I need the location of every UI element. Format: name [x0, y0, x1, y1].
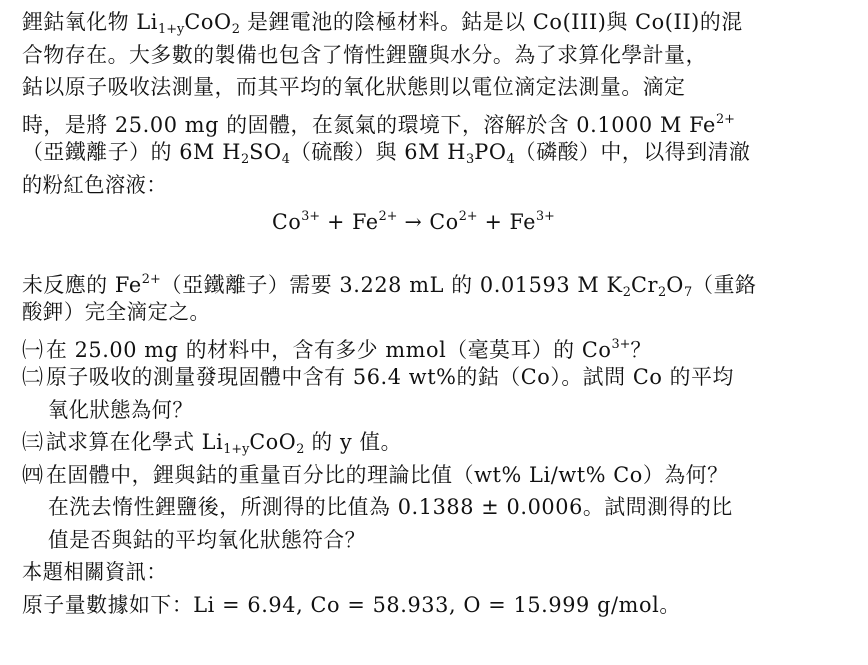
- intro-text-4: 時，是將 25.00 mg 的固體，在氮氣的環境下，溶解於含 0.1000 M $Fe^{2+}$: [22, 111, 735, 137]
- intro-line-4: [22, 104, 854, 137]
- question-2-continued: [22, 394, 854, 427]
- question-3: [22, 426, 854, 459]
- info-heading: [22, 556, 854, 589]
- question-text: 原子吸收的測量發現固體中含有 56.4 wt%的鈷（Co）。試問 Co 的平均: [46, 365, 734, 389]
- problem-document: [22, 6, 854, 621]
- titration-line-2: [22, 296, 854, 329]
- question-text: 試求算在化學式 $Li_{1+y}CoO_2$ 的 y 值。: [46, 430, 402, 457]
- question-4-continued-1: [22, 491, 854, 524]
- intro-text-6: 的粉紅色溶液：: [22, 172, 168, 197]
- question-text: 在洗去惰性鋰鹽後，所測得的比值為 0.1388 ± 0.0006。試問測得的比: [48, 495, 733, 519]
- intro-text-2: 合物存在。大多數的製備也包含了惰性鋰鹽與水分。為了求算化學計量，: [22, 42, 707, 67]
- question-text: 在固體中，鋰與鈷的重量百分比的理論比值（wt% Li/wt% Co）為何？: [46, 462, 729, 487]
- titration-line-1: [22, 264, 854, 300]
- titration-text-2: 酸鉀）完全滴定之。: [22, 300, 211, 324]
- question-text: 氧化狀態為何？: [48, 397, 194, 422]
- intro-line-5: [22, 136, 854, 169]
- intro-text-3: 鈷以原子吸收法測量，而其平均的氧化狀態則以電位滴定法測量。滴定: [22, 75, 686, 99]
- intro-line-3: [22, 71, 854, 104]
- question-marker: ㈢: [22, 430, 44, 454]
- question-1: [22, 329, 854, 362]
- reaction-equation: [22, 201, 854, 234]
- intro-line-6: [22, 169, 854, 202]
- intro-line-2: [22, 39, 854, 72]
- equation-text: $Co^{3+} + Fe^{2+} \to Co^{2+} + Fe^{3+}$: [272, 209, 555, 234]
- info-heading-text: 本題相關資訊：: [22, 560, 168, 584]
- titration-text-1: 未反應的 $Fe^{2+}$（亞鐵離子）需要 3.228 mL 的 0.01593 M $K_2Cr_2O_7$（重鉻: [22, 271, 757, 300]
- question-4: [22, 459, 854, 492]
- question-marker: ㈠: [22, 337, 44, 362]
- atomic-weights: [22, 589, 854, 622]
- question-text: 在 25.00 mg 的材料中，含有多少 mmol（毫莫耳）的 $Co^{3+}$？: [46, 336, 652, 362]
- intro-line-1: [22, 6, 854, 39]
- question-4-continued-2: [22, 524, 854, 557]
- question-marker: ㈡: [22, 365, 44, 389]
- question-marker: ㈣: [22, 462, 44, 487]
- intro-text-5: （亞鐵離子）的 6M $H_2SO_4$（硫酸）與 6M $H_3PO_4$（磷酸）中，以得到清澈: [22, 140, 751, 167]
- intro-text-1: 鋰鈷氧化物 $Li_{1+y}CoO_2$ 是鋰電池的陰極材料。鈷是以 Co(III)與 Co(II)的混: [22, 10, 743, 37]
- question-text: 值是否與鈷的平均氧化狀態符合？: [48, 527, 366, 552]
- atomic-weights-text: 原子量數據如下：Li = 6.94, Co = 58.933, O = 15.999 g/mol。: [22, 592, 681, 617]
- question-2: [22, 361, 854, 394]
